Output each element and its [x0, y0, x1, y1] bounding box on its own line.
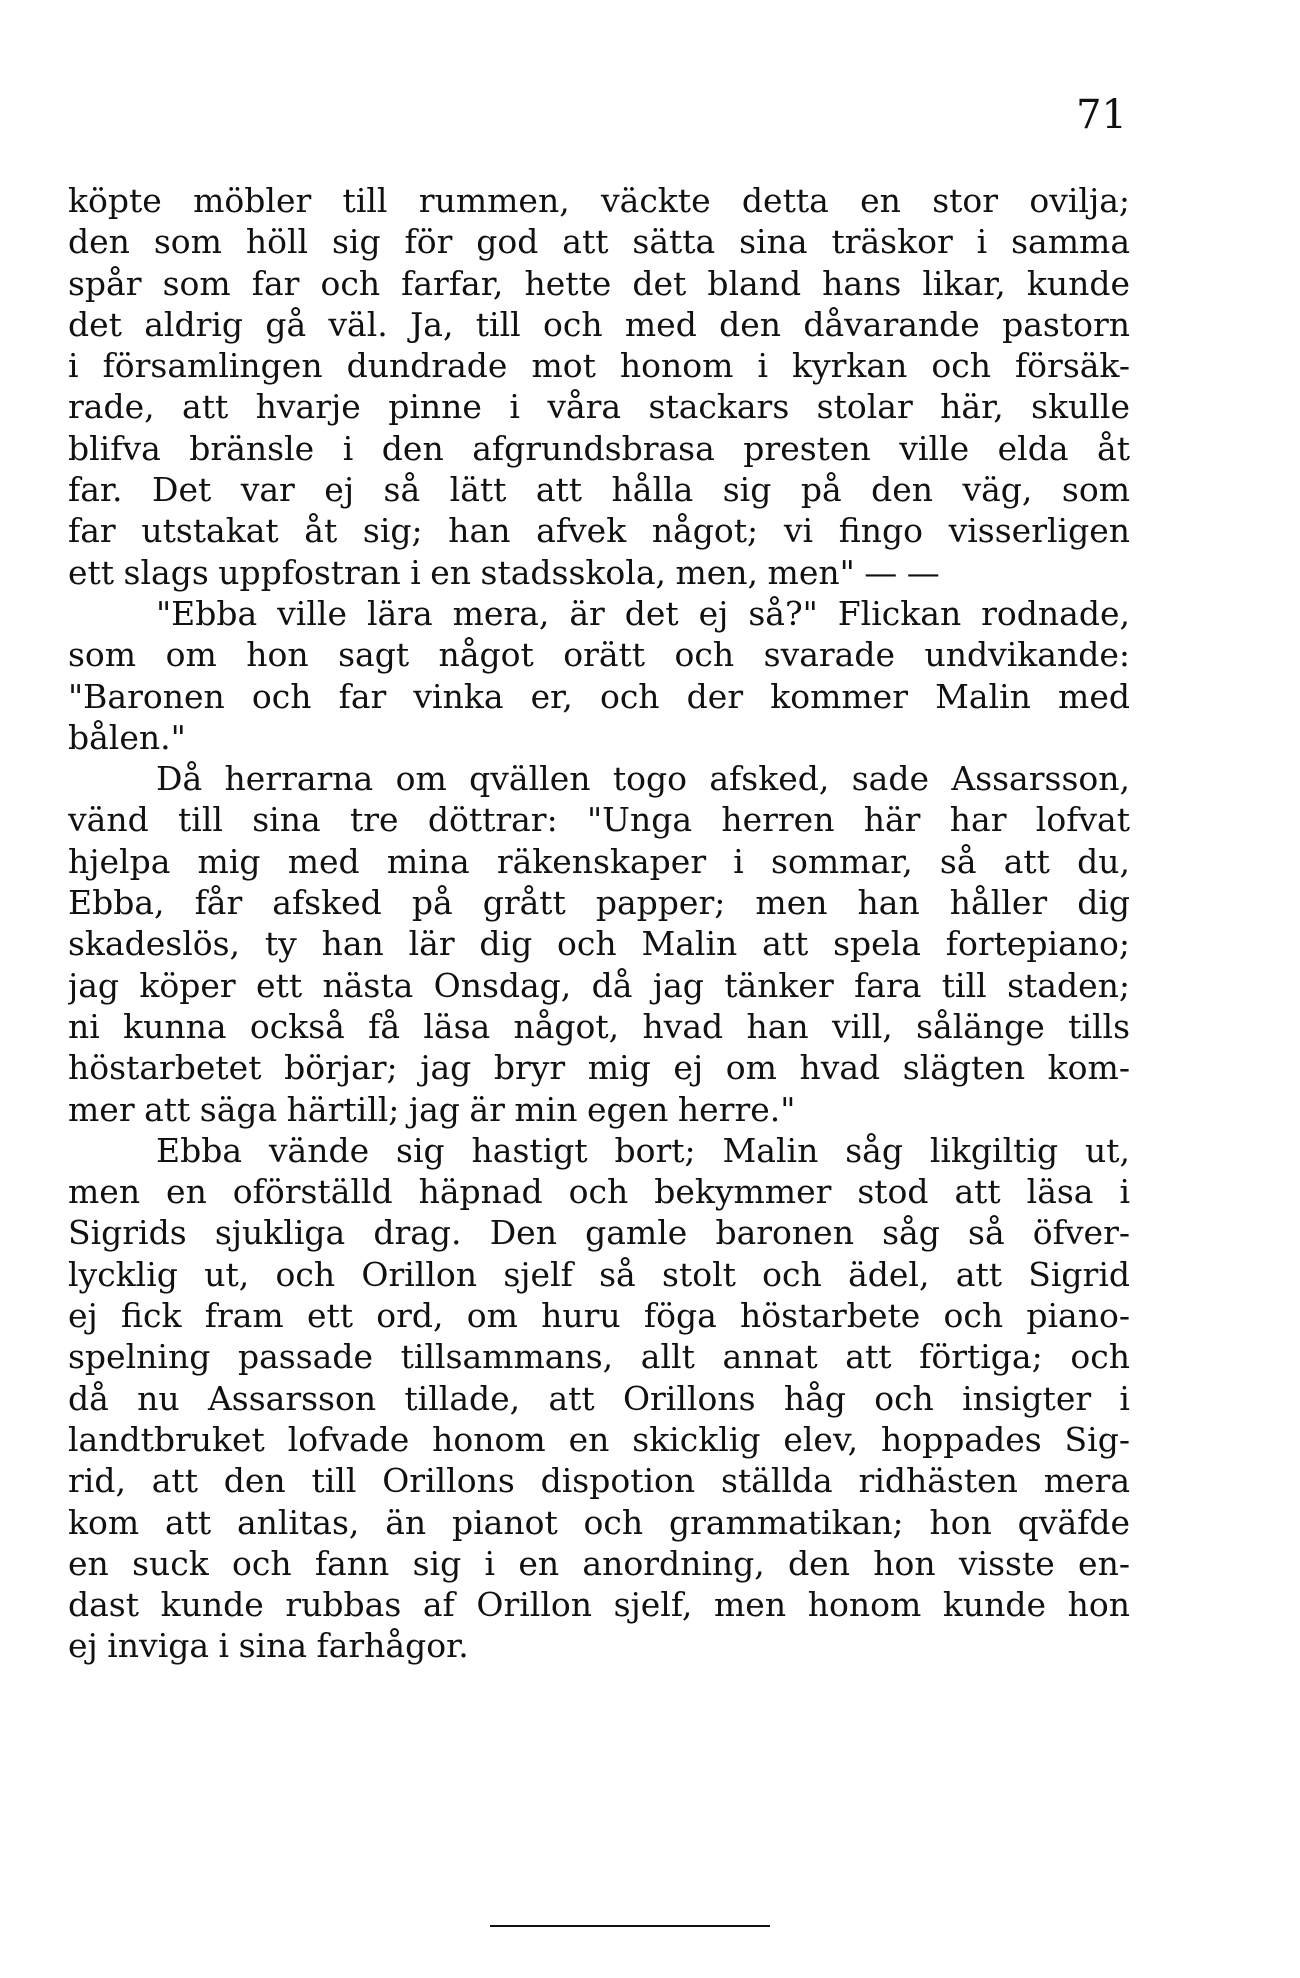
text-line: spelning passade tillsammans, allt annat att förtiga; och: [68, 1337, 1130, 1377]
text-line: blifva bränsle i den afgrundsbrasa presten ville elda åt: [68, 428, 1130, 468]
text-line: ni kunna också få läsa något, hvad han vill, sålänge tills: [68, 1006, 1130, 1046]
text-line: skadeslös, ty han lär dig och Malin att spela fortepiano;: [68, 924, 1130, 964]
text-line: mer att säga härtill; jag är min egen herre.": [68, 1089, 796, 1129]
text-line: "Baronen och far vinka er, och der kommer Malin med: [68, 676, 1130, 716]
text-line: "Ebba ville lära mera, är det ej så?" Flickan rodnade,: [156, 593, 1130, 633]
text-line: det aldrig gå väl. Ja, till och med den dåvarande pastorn: [68, 304, 1130, 344]
text-line: far utstakat åt sig; han afvek något; vi fingo visserligen: [68, 511, 1130, 551]
text-line: i församlingen dundrade mot honom i kyrkan och försäk-: [68, 346, 1130, 386]
text-line: Sigrids sjukliga drag. Den gamle baronen såg så öfver-: [68, 1213, 1130, 1253]
text-line: kom att anlitas, än pianot och grammatikan; hon qväfde: [68, 1502, 1130, 1542]
page-number: 71: [1076, 92, 1127, 138]
text-line: men en oförställd häpnad och bekymmer stod att läsa i: [68, 1172, 1130, 1212]
text-line: bålen.": [68, 717, 186, 757]
text-line: spår som far och farfar, hette det bland hans likar, kunde: [68, 263, 1130, 303]
text-line: ej fick fram ett ord, om huru föga höstarbete och piano-: [68, 1296, 1130, 1336]
text-line: höstarbetet börjar; jag bryr mig ej om hvad slägten kom-: [68, 1048, 1130, 1088]
text-line: då nu Assarsson tillade, att Orillons håg och insigter i: [68, 1378, 1130, 1418]
text-line: som om hon sagt något orätt och svarade undvikande:: [68, 635, 1130, 675]
text-line: ett slags uppfostran i en stadsskola, men, men" — —: [68, 552, 940, 592]
text-line: lycklig ut, och Orillon sjelf så stolt och ädel, att Sigrid: [68, 1254, 1130, 1294]
text-line: rade, att hvarje pinne i våra stackars stolar här, skulle: [68, 387, 1130, 427]
text-line: dast kunde rubbas af Orillon sjelf, men honom kunde hon: [68, 1585, 1130, 1625]
text-line: köpte möbler till rummen, väckte detta en stor ovilja;: [68, 181, 1130, 220]
text-line: Ebba, får afsked på grått papper; men han håller dig: [68, 883, 1130, 923]
text-line: landtbruket lofvade honom en skicklig elev, hoppades Sig-: [68, 1419, 1130, 1459]
body-text: [68, 180, 1130, 1667]
end-divider: [490, 1925, 770, 1927]
text-line: den som höll sig för god att sätta sina träskor i samma: [68, 222, 1130, 262]
text-line: ej inviga i sina farhågor.: [68, 1626, 469, 1666]
text-line: Då herrarna om qvällen togo afsked, sade Assarsson,: [156, 759, 1130, 799]
text-line: far. Det var ej så lätt att hålla sig på den väg, som: [68, 470, 1130, 510]
text-line: jag köper ett nästa Onsdag, då jag tänker fara till staden;: [68, 965, 1130, 1005]
text-line: en suck och fann sig i en anordning, den hon visste en-: [68, 1543, 1130, 1583]
text-line: hjelpa mig med mina räkenskaper i sommar, så att du,: [68, 841, 1130, 881]
text-line: rid, att den till Orillons dispotion ställda ridhästen mera: [68, 1461, 1130, 1501]
text-line: Ebba vände sig hastigt bort; Malin såg likgiltig ut,: [156, 1130, 1130, 1170]
text-line: vänd till sina tre döttrar: "Unga herren här har lofvat: [68, 800, 1130, 840]
